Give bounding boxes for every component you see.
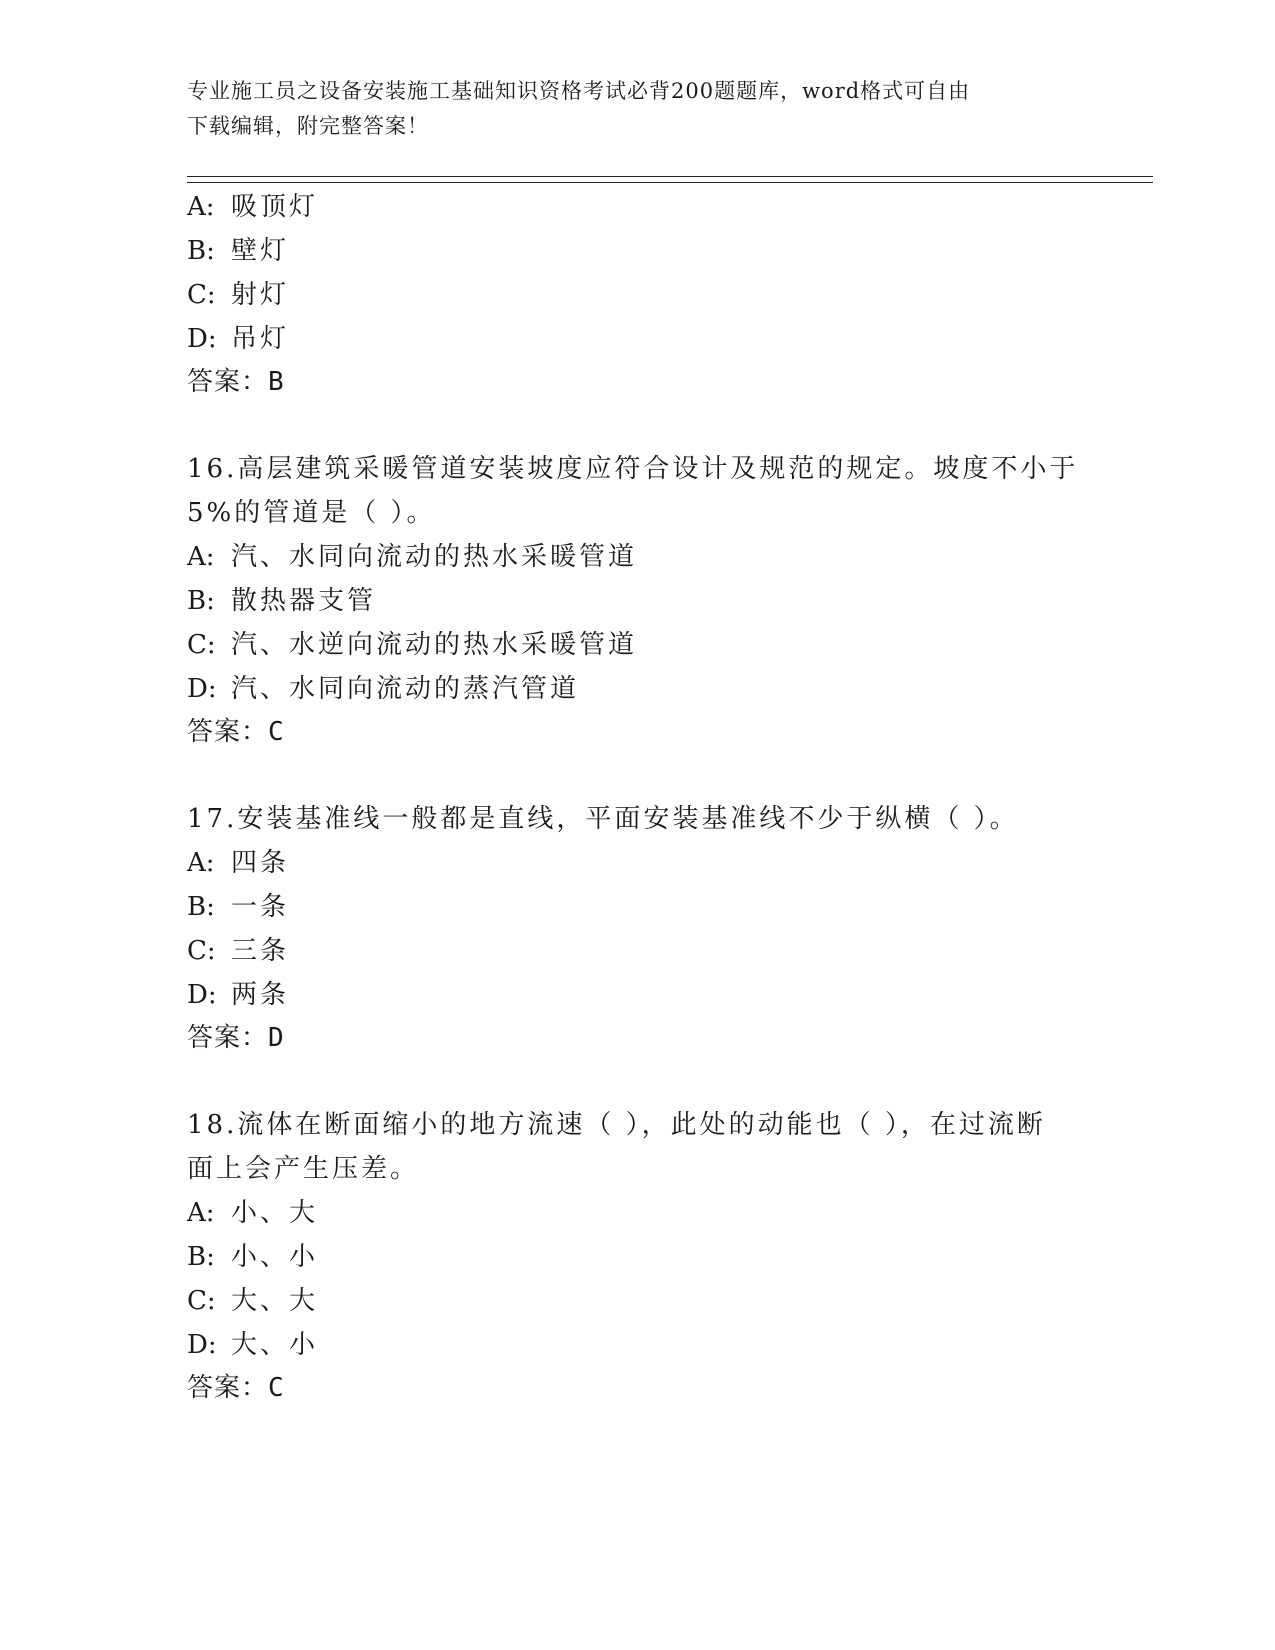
option-text: 大、小: [231, 1330, 319, 1360]
option-text: 小、大: [231, 1198, 319, 1228]
answer-value: D: [268, 1023, 285, 1053]
q18-stem-line-2: 面上会产生压差。: [187, 1154, 420, 1184]
q17-option-b: [187, 890, 289, 924]
option-letter: C:: [187, 936, 216, 966]
q17-option-c: [187, 934, 289, 968]
q16-option-b: [187, 584, 376, 618]
option-text: 吊灯: [231, 324, 290, 354]
option-text: 大、大: [231, 1286, 319, 1316]
option-letter: A:: [187, 1198, 215, 1228]
option-letter: A:: [187, 848, 215, 878]
option-letter: A:: [187, 542, 215, 572]
option-letter: B:: [187, 892, 215, 922]
option-text: 汽、水同向流动的热水采暖管道: [231, 542, 638, 572]
option-text: 射灯: [231, 280, 290, 310]
answer-value: C: [268, 717, 285, 747]
q16-option-a: [187, 540, 637, 574]
option-letter: C:: [187, 630, 216, 660]
option-text: 一条: [231, 892, 290, 922]
q17-option-a: [187, 846, 289, 880]
q16-option-c: [187, 628, 637, 662]
answer-label: 答案：: [187, 1373, 269, 1403]
option-text: 汽、水逆向流动的热水采暖管道: [231, 630, 638, 660]
option-text: 吸顶灯: [231, 192, 319, 222]
option-letter: D:: [187, 324, 217, 354]
q18-option-b: [187, 1240, 318, 1274]
option-letter: B:: [187, 586, 215, 616]
q16-answer: [187, 715, 285, 749]
q18-option-d: [187, 1328, 318, 1362]
q15-option-a: [187, 190, 318, 224]
q18-stem-line-1: 18.流体在断面缩小的地方流速（ ），此处的动能也（ ），在过流断: [187, 1110, 1046, 1140]
header-line-2: 下载编辑，附完整答案！: [187, 114, 429, 138]
q17-stem-line-1: 17.安装基准线一般都是直线，平面安装基准线不少于纵横（ ）。: [187, 804, 1019, 834]
q15-answer: [187, 365, 285, 399]
answer-value: B: [268, 367, 285, 397]
header-line-1: 专业施工员之设备安装施工基础知识资格考试必背200题题库，word格式可自由: [187, 79, 971, 103]
q17-option-d: [187, 978, 289, 1012]
answer-label: 答案：: [187, 367, 269, 397]
option-text: 汽、水同向流动的蒸汽管道: [231, 674, 580, 704]
option-text: 壁灯: [231, 236, 290, 266]
option-letter: D:: [187, 980, 217, 1010]
q15-option-c: [187, 278, 289, 312]
option-letter: A:: [187, 192, 215, 222]
option-letter: B:: [187, 236, 215, 266]
option-text: 四条: [231, 848, 290, 878]
header-divider-bottom: [187, 182, 1153, 183]
q16-option-d: [187, 672, 579, 706]
document-header: [187, 74, 1087, 144]
option-letter: C:: [187, 280, 216, 310]
q18-option-c: [187, 1284, 318, 1318]
option-letter: C:: [187, 1286, 216, 1316]
answer-value: C: [268, 1373, 285, 1403]
option-text: 散热器支管: [231, 586, 377, 616]
option-letter: D:: [187, 1330, 217, 1360]
q16-stem-line-1: 16.高层建筑采暖管道安装坡度应符合设计及规范的规定。坡度不小于: [187, 454, 1079, 484]
answer-label: 答案：: [187, 1023, 269, 1053]
answer-label: 答案：: [187, 717, 269, 747]
option-text: 两条: [231, 980, 290, 1010]
option-letter: B:: [187, 1242, 215, 1272]
q16-stem-line-2: 5%的管道是（ ）。: [187, 498, 436, 528]
q17-answer: [187, 1021, 285, 1055]
option-text: 小、小: [231, 1242, 319, 1272]
header-divider-top: [187, 176, 1153, 177]
option-letter: D:: [187, 674, 217, 704]
q15-option-b: [187, 234, 289, 268]
q18-option-a: [187, 1196, 318, 1230]
q15-option-d: [187, 322, 289, 356]
q18-answer: [187, 1371, 285, 1405]
option-text: 三条: [231, 936, 290, 966]
